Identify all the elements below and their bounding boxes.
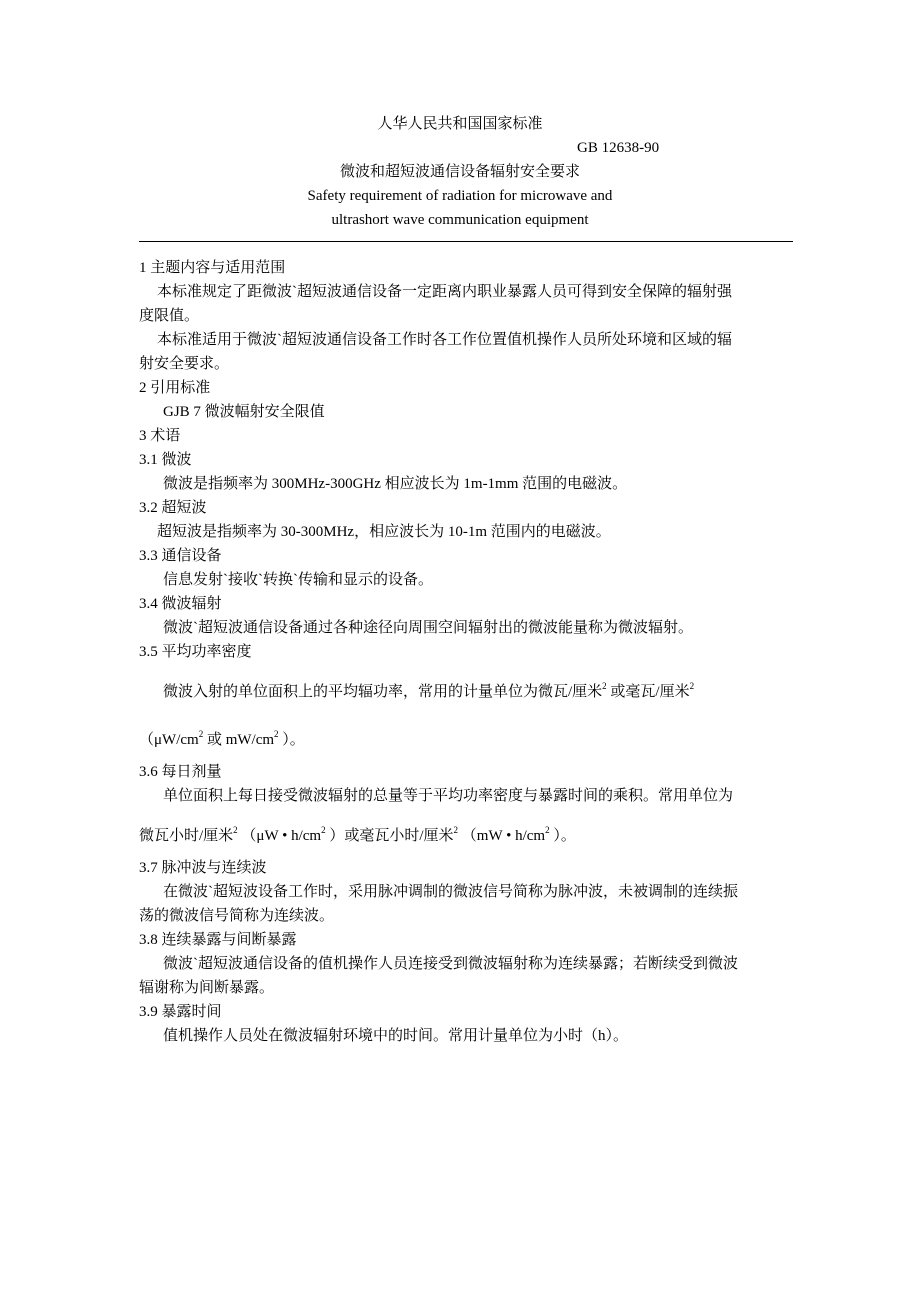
header-divider bbox=[139, 241, 793, 242]
text: ）。 bbox=[282, 732, 305, 748]
superscript: 2 bbox=[198, 729, 204, 739]
text: ）或毫瓦小时/厘米 bbox=[329, 828, 454, 844]
superscript: 2 bbox=[689, 681, 695, 691]
paragraph bbox=[139, 826, 576, 846]
section-heading: 2 引用标准 bbox=[139, 380, 211, 396]
standard-code: GB 12638-90 bbox=[577, 140, 660, 156]
section-heading: 3.2 超短波 bbox=[139, 500, 207, 516]
section-heading: 3.3 通信设备 bbox=[139, 548, 222, 564]
superscript: 2 bbox=[453, 825, 459, 835]
paragraph: 在微波`超短波设备工作时，采用脉冲调制的微波信号简称为脉冲波，未被调制的连续振 bbox=[163, 884, 738, 900]
issuing-body: 人华人民共和国国家标准 bbox=[377, 116, 543, 132]
paragraph: 度限值。 bbox=[139, 308, 200, 324]
paragraph: 辐谢称为间断暴露。 bbox=[139, 980, 275, 996]
superscript: 2 bbox=[545, 825, 550, 835]
paragraph: 微波`超短波通信设备的值机操作人员连接受到微波辐射称为连续暴露；若断续受到微波 bbox=[163, 956, 738, 972]
paragraph: 射安全要求。 bbox=[139, 356, 230, 372]
section-heading: 3.9 暴露时间 bbox=[139, 1004, 222, 1020]
paragraph: 微波`超短波通信设备通过各种途径向周围空间辐射出的微波能量称为微波辐射。 bbox=[163, 620, 693, 636]
paragraph: 本标准适用于微波`超短波通信设备工作时各工作位置值机操作人员所处环境和区域的辐 bbox=[157, 332, 732, 348]
title-english-line2: ultrashort wave communication equipment bbox=[331, 212, 589, 228]
paragraph: 信息发射`接收`转换`传输和显示的设备。 bbox=[163, 572, 433, 588]
superscript: 2 bbox=[233, 825, 238, 835]
text: （μW/cm bbox=[139, 732, 199, 748]
section-heading: 3.1 微波 bbox=[139, 452, 192, 468]
paragraph: 值机操作人员处在微波辐射环境中的时间。常用计量单位为小时（h）。 bbox=[163, 1028, 629, 1044]
paragraph: 本标准规定了距微波`超短波通信设备一定距离内职业暴露人员可得到安全保障的辐射强 bbox=[157, 284, 732, 300]
text: 或毫瓦/厘米 bbox=[610, 684, 690, 700]
reference: GJB 7 微波幅射安全限值 bbox=[163, 404, 325, 420]
superscript: 2 bbox=[321, 825, 326, 835]
paragraph: 单位面积上每日接受微波辐射的总量等于平均功率密度与暴露时间的乘积。常用单位为 bbox=[163, 788, 734, 804]
superscript: 2 bbox=[274, 729, 279, 739]
title-chinese: 微波和超短波通信设备辐射安全要求 bbox=[339, 164, 580, 180]
paragraph bbox=[163, 682, 694, 702]
text: （μW • h/cm bbox=[241, 828, 322, 844]
section-heading: 3.5 平均功率密度 bbox=[139, 644, 252, 660]
text: （mW • h/cm bbox=[461, 828, 546, 844]
section-heading: 3.8 连续暴露与间断暴露 bbox=[139, 932, 297, 948]
text: ）。 bbox=[553, 828, 576, 844]
section-heading: 3 术语 bbox=[139, 428, 181, 444]
paragraph: 超短波是指频率为 30-300MHz，相应波长为 10-1m 范围内的电磁波。 bbox=[157, 524, 611, 540]
paragraph bbox=[139, 730, 305, 750]
text: 或 mW/cm bbox=[206, 732, 275, 748]
paragraph: 荡的微波信号简称为连续波。 bbox=[139, 908, 335, 924]
superscript: 2 bbox=[602, 681, 607, 691]
paragraph: 微波是指频率为 300MHz-300GHz 相应波长为 1m-1mm 范围的电磁波。 bbox=[163, 476, 628, 492]
section-heading: 3.4 微波辐射 bbox=[139, 596, 222, 612]
text: 微波入射的单位面积上的平均辐功率，常用的计量单位为微瓦/厘米 bbox=[163, 684, 603, 700]
text: 微瓦小时/厘米 bbox=[139, 828, 234, 844]
section-heading: 3.7 脉冲波与连续波 bbox=[139, 860, 267, 876]
section-heading: 1 主题内容与适用范围 bbox=[139, 260, 286, 276]
title-english-line1: Safety requirement of radiation for microwave and bbox=[307, 188, 613, 204]
section-heading: 3.6 每日剂量 bbox=[139, 764, 222, 780]
